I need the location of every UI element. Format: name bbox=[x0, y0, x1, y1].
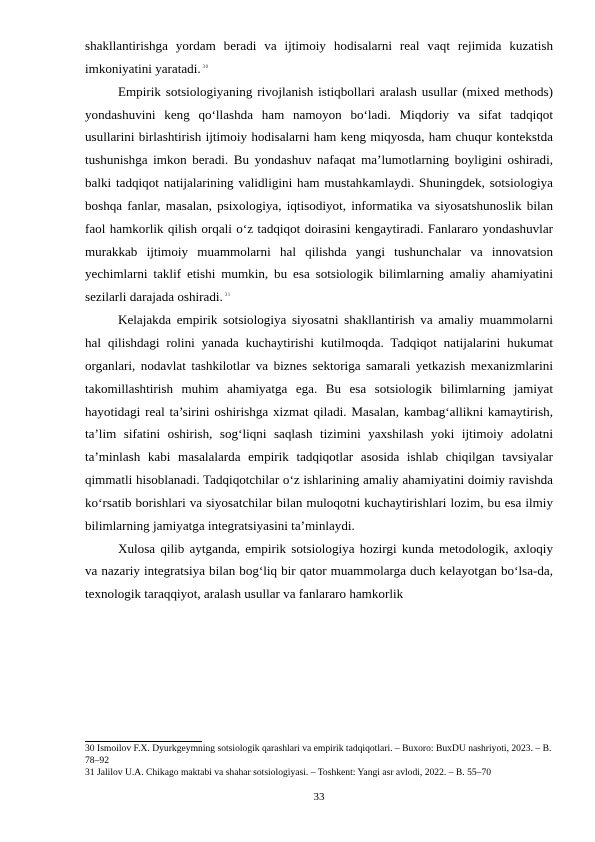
footnote-30 bbox=[85, 743, 560, 767]
paragraph-1 bbox=[85, 35, 553, 81]
footnote-number: 30 bbox=[85, 743, 95, 754]
footnote-31 bbox=[85, 767, 560, 779]
footnotes bbox=[85, 743, 560, 780]
footnote-ref-31[interactable]: 31 bbox=[224, 293, 231, 299]
paragraph-text: Kelajakda empirik sotsiologiya siyosatni shakllantirish va amaliy muammolarni hal qilishdagi rolini yanada kuchaytirishi kutilmoqda. Tadqiqot natijalarini hukumat organlari, nodavlat tashkilotlar va biznes sektoriga samarali yetkazish mexanizmlarini takomillashtirish muhim ahamiyatga ega. Bu esa sotsiologik bilimlarning jamiyat hayotidagi real ta’sirini oshirishga xizmat qiladi. Masalan, kambag‘allikni kamaytirish, ta’lim sifatini oshirish, sog‘liqni saqlash tizimini yaxshilash yoki ijtimoiy adolatni ta’minlash kabi masalalarda empirik tadqiqotlar asosida ishlab chiqilgan tavsiyalar qimmatli hisoblanadi. Tadqiqotchilar o‘z ishlarining amaliy ahamiyatini doimiy ravishda ko‘rsatib borishlari va siyosatchilar bilan muloqotni kuchaytirishlari lozim, bu esa ilmiy bilimlarning jamiyatga integratsiyasini ta’minlaydi. bbox=[85, 312, 553, 533]
footnote-text: Ismoilov F.X. Dyurkgeymning sotsiologik qarashlari va empirik tadqiqotlari. – Buxoro: BuxDU nashriyoti, 2023. – B. 78–92 bbox=[85, 743, 552, 767]
footnote-ref-30[interactable]: 30 bbox=[202, 64, 209, 70]
paragraph-text: shakllantirishga yordam beradi va ijtimoiy hodisalarni real vaqt rejimida kuzatish imkoniyatini yaratadi. bbox=[85, 38, 553, 76]
paragraph-text: Empirik sotsiologiyaning rivojlanish istiqbollari aralash usullar (mixed methods) yondashuvini keng qo‘llashda ham namoyon bo‘ladi. Miqdoriy va sifat tadqiqot usullarini birlashtirish ijtimoiy hodisalarni ham keng miqyosda, ham chuqur kontekstda tushunishga imkon beradi. Bu yondashuv nafaqat ma’lumotlarning boyligini oshiradi, balki tadqiqot natijalarining validligini ham mustahkamlaydi. Shuningdek, sotsiologiya boshqa fanlar, masalan, psixologiya, iqtisodiyot, informatika va siyosatshunoslik bilan faol hamkorlik qilish orqali o‘z tadqiqot doirasini kengaytiradi. Fanlararo yondashuvlar murakkab ijtimoiy muammolarni hal qilishda yangi tushunchalar va innovatsion yechimlarni taklif etishi mumkin, bu esa sotsiologik bilimlarning amaliy ahamiyatini sezilarli darajada oshiradi. bbox=[85, 83, 553, 305]
body-text bbox=[85, 35, 553, 606]
footnote-divider bbox=[85, 741, 202, 742]
footnote-text: Jalilov U.A. Chikago maktabi va shahar sotsiologiyasi. – Toshkent: Yangi asr avlodi, 2022. – B. 55–70 bbox=[97, 767, 492, 779]
page-number: 33 bbox=[313, 791, 325, 803]
paragraph-3 bbox=[85, 309, 553, 537]
paragraph-4 bbox=[85, 538, 553, 607]
paragraph-text: Xulosa qilib aytganda, empirik sotsiologiya hozirgi kunda metodologik, axloqiy va nazariy integratsiya bilan bog‘liq bir qator muammolarga duch kelayotgan bo‘lsa-da, texnologik taraqqiyot, aralash usullar va fanlararo hamkorlik bbox=[85, 540, 553, 602]
footnote-number: 31 bbox=[85, 767, 95, 779]
paragraph-2 bbox=[85, 81, 553, 309]
